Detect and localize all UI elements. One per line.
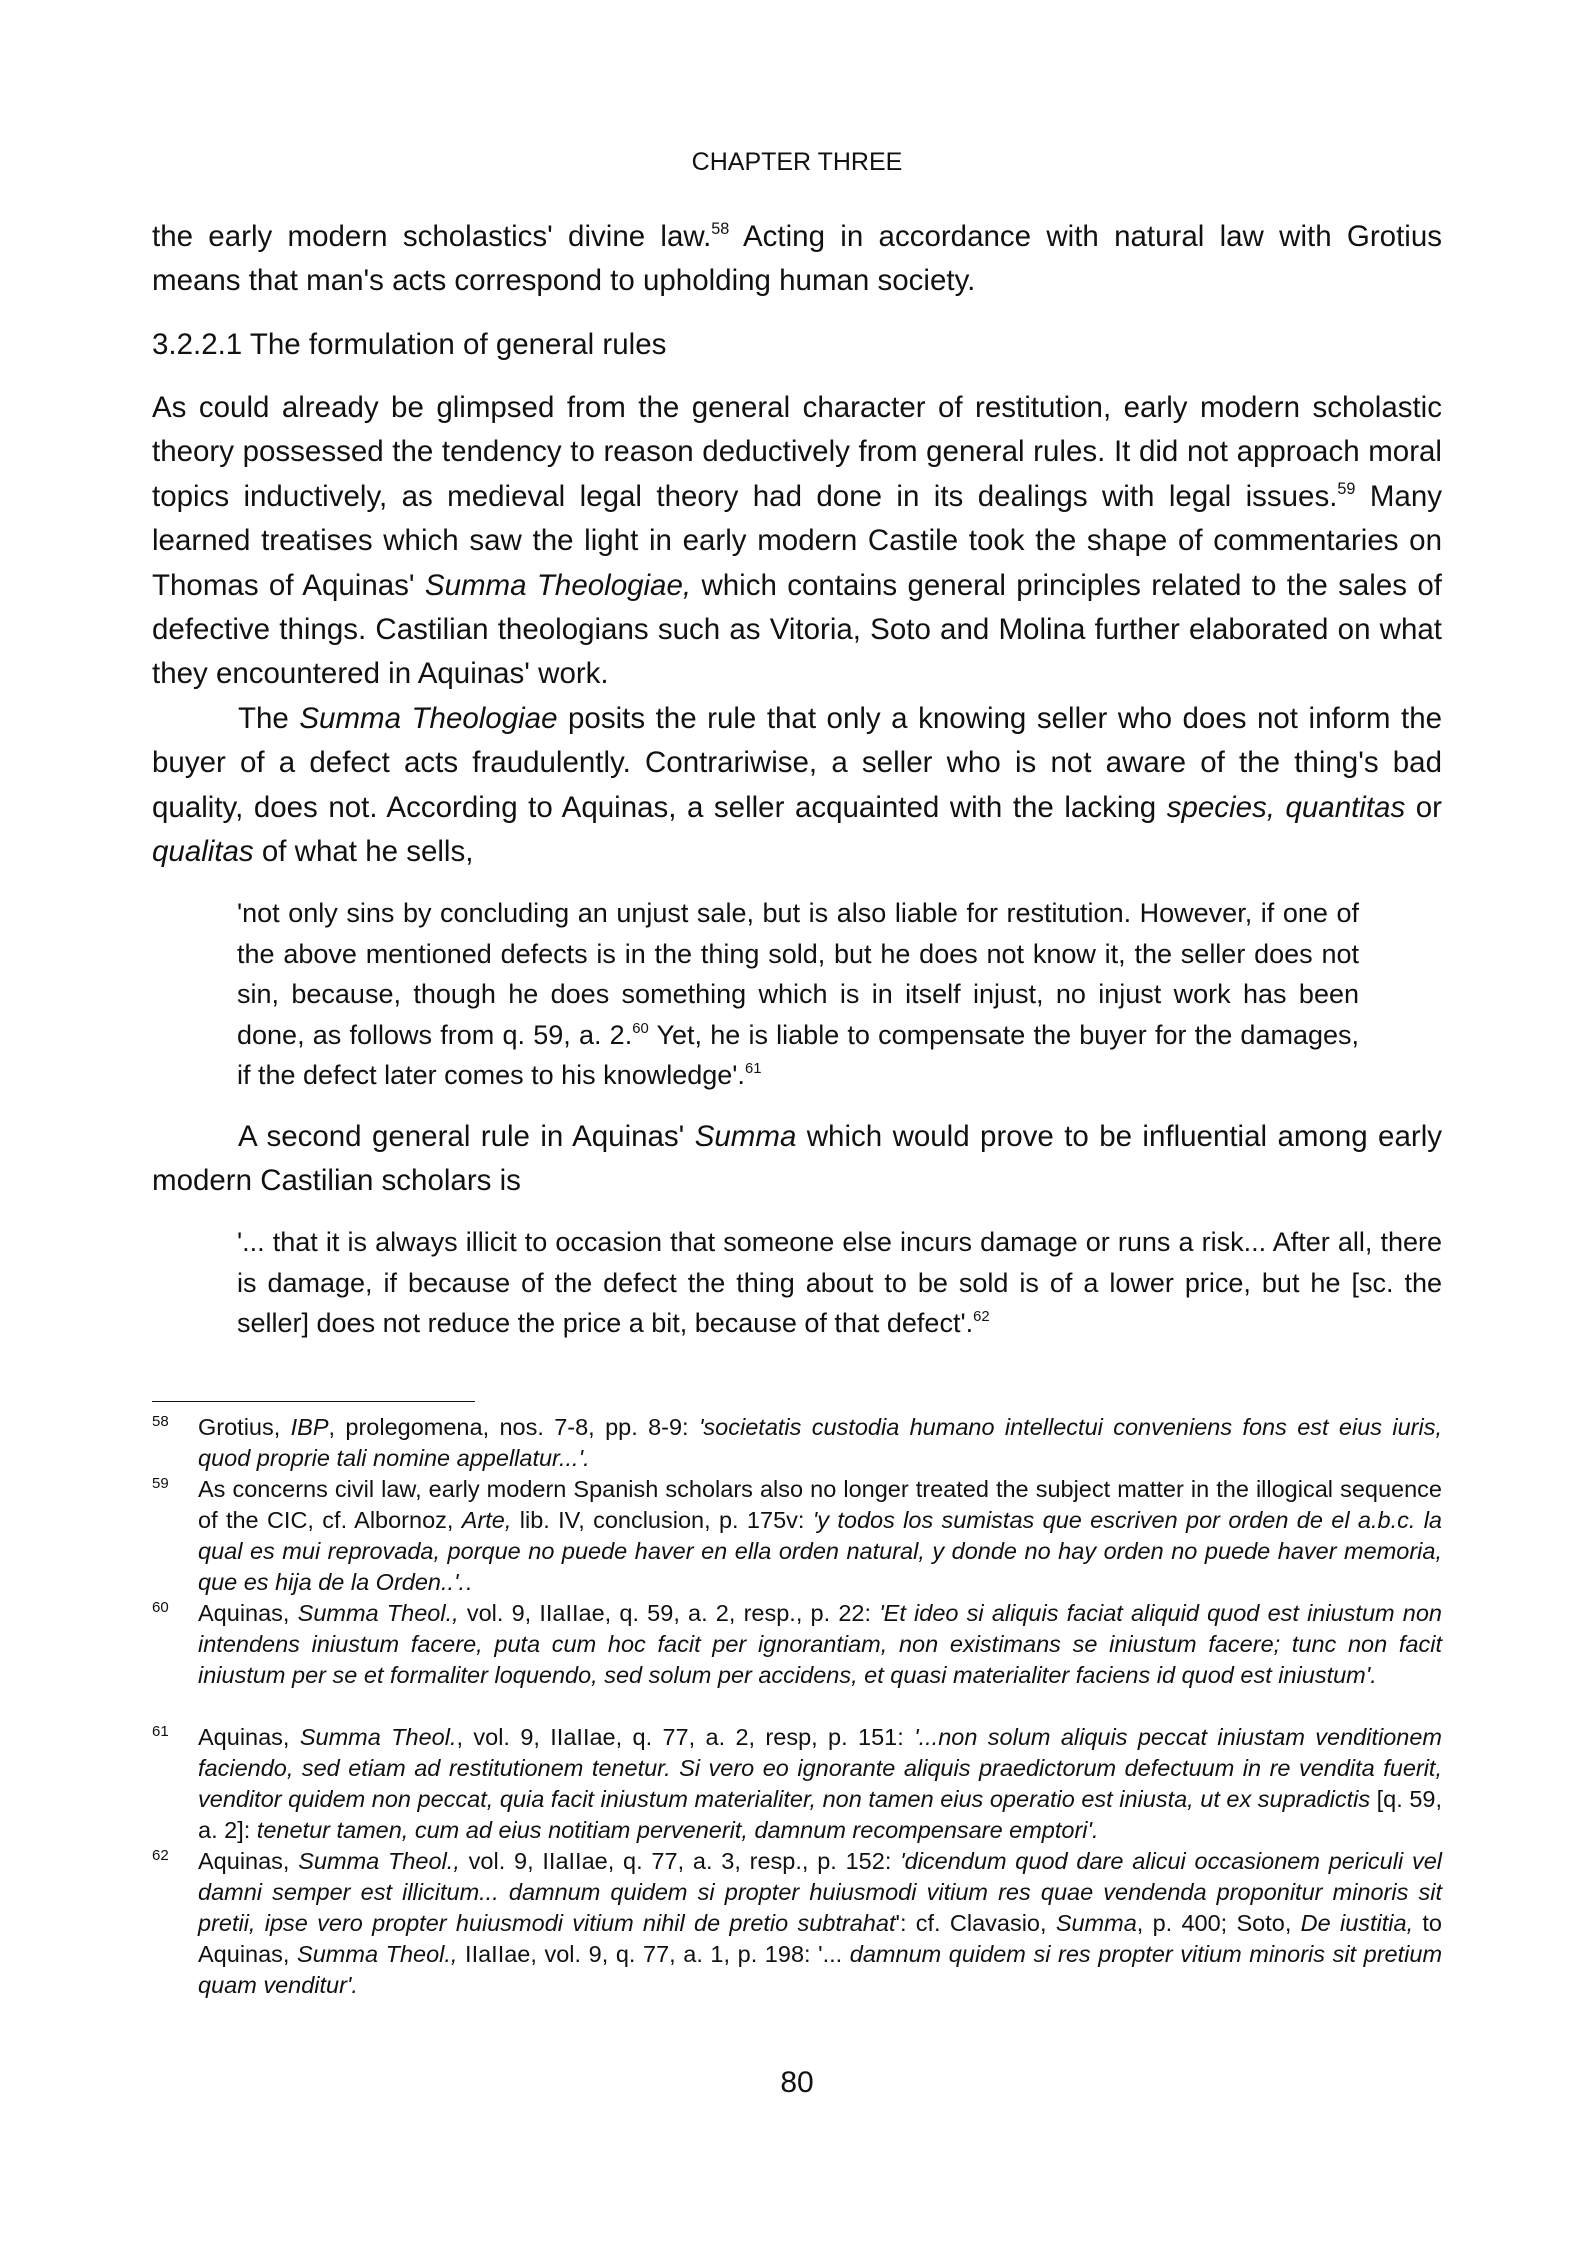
footnote-text	[198, 1412, 1442, 1474]
text-run: Acting in accordance with natural law with Grotius means that man's acts correspond to upholding human society.	[152, 220, 1442, 298]
text-run: qualitas	[152, 835, 254, 869]
text-run: lib. IV, conclusion, p. 175v:	[511, 1507, 813, 1533]
text-run: Summa	[1055, 1910, 1137, 1936]
text-run: vol. 9, IIaIIae, q. 77, a. 3, resp., p. 152:	[459, 1848, 901, 1874]
text-run: Grotius,	[198, 1414, 291, 1440]
text-run: As concerns civil law, early modern Spanish scholars also no longer treated the subject matter in the illogical sequence of the CIC, cf. Albornoz,	[198, 1476, 1442, 1533]
text-run: Summa Theol.,	[297, 1941, 458, 1967]
text-run: 3.2.2.1 The formulation of general rules	[152, 328, 667, 361]
text-run: 'y todos los sumistas que escriven por orden de el a.b.c. la qual es mui reprovada, porque no puede haver en ella orden natural, y donde no hay orden no puede haver memoria, que es hija de la Orden..'.	[198, 1507, 1443, 1595]
text-run: '...non solum aliquis peccat iniustam venditionem faciendo, sed etiam ad restitutionem tenetur. Si vero eo ignorante aliquis praedictorum defectuum in re vendita fuerit, venditor quidem non peccat, quia facit iniustum materialiter, non tamen eius operatio est iniusta, ut ex supradictis	[198, 1724, 1443, 1812]
text-run: Summa Theologiae,	[424, 568, 692, 602]
text-run: As could already be glimpsed from the general character of restitution, early modern scholastic theory possessed the tendency to reason deductively from general rules. It did not approach moral topics inductively, as medieval legal theory had done in its dealings with legal issues.	[152, 391, 1442, 513]
text-run: or	[1405, 790, 1442, 824]
text-run: A second general rule in Aquinas'	[238, 1120, 695, 1153]
paragraph	[152, 386, 1442, 697]
text-run: Summa Theol.	[299, 1724, 457, 1750]
footnote-number: 62	[152, 1847, 169, 1864]
footnote-number: 60	[152, 1599, 169, 1616]
text-run: Aquinas,	[198, 1724, 300, 1750]
paragraph	[152, 697, 1442, 875]
text-run: De iustitia,	[1300, 1910, 1414, 1936]
text-run: '... that it is always illicit to occasion that someone else incurs damage or runs a risk... After all, there is damage, if because of the defect the thing about to be sold is of a lower price, but he [sc. the seller] does not reduce the price a bit, because of that defect'.	[237, 1227, 1442, 1339]
text-run: Summa	[694, 1120, 797, 1153]
text-run: tenetur tamen, cum ad eius notitiam pervenerit, damnum recompensare emptori'.	[256, 1817, 1099, 1843]
text-run: Yet, he is liable to compensate the buyer for the damages, if the defect later comes to his knowledge'.	[237, 1019, 1359, 1091]
block-quote	[237, 893, 1359, 1096]
section-heading	[152, 323, 1442, 367]
text-run: 'Et ideo si aliquis faciat aliquid quod est iniustum non intendens iniustum facere, puta cum hoc facit per ignorantiam, non existimans se iniustum facere; tunc non facit iniustum per se et formaliter loquendo, sed solum per accidens, et quasi materialiter faciens id quod est iniustum'.	[198, 1600, 1442, 1688]
text-run: Summa Theol.,	[297, 1600, 459, 1626]
text-run: Many learned treatises which saw the light in early modern Castile took the shape of commentaries on Thomas of Aquinas'	[152, 479, 1442, 602]
text-run: which contains general principles related to the sales of defective things. Castilian theologians such as Vitoria, Soto and Molina further elaborated on what they encountered in Aquinas' work.	[152, 568, 1442, 691]
footnote-number: 59	[152, 1475, 169, 1492]
paragraph	[152, 1115, 1442, 1204]
paragraph	[152, 215, 1442, 304]
footnote-text	[198, 1722, 1442, 1846]
text-run: , vol. 9, IIaIIae, q. 77, a. 2, resp, p. 151:	[456, 1724, 915, 1750]
footnote-text	[198, 1598, 1442, 1691]
footnote-ref[interactable]: 58	[711, 219, 730, 238]
footnote-ref[interactable]: 60	[632, 1020, 649, 1037]
text-run: to Aquinas,	[198, 1910, 1443, 1967]
text-run: Aquinas,	[198, 1600, 298, 1626]
text-run: Aquinas,	[198, 1848, 299, 1874]
text-run: 'societatis custodia humano intellectui conveniens fons est eius iuris, quod proprie tali nomine appellatur...'.	[198, 1414, 1442, 1471]
footnote	[152, 1412, 1442, 1474]
footnote-text	[198, 1474, 1442, 1598]
text-run: ': cf. Clavasio,	[895, 1910, 1056, 1936]
text-run: 'dicendum quod dare alicui occasionem periculi vel damni semper est illicitum... damnum quidem si propter huiusmodi vitium res quae vendenda proponitur minoris sit pretii, ipse vero propter huiusmodi vitium nihil de pretio subtrahat	[198, 1848, 1443, 1936]
footnote-number: 61	[152, 1723, 169, 1740]
text-run: damnum quidem si res propter vitium minoris sit pretium quam venditur'.	[198, 1941, 1443, 1998]
text-run: IIaIIae, vol. 9, q. 77, a. 1, p. 198: '...	[457, 1941, 850, 1967]
footnote-ref[interactable]: 59	[1337, 479, 1356, 498]
text-run: , prolegomena, nos. 7-8, pp. 8-9:	[328, 1414, 699, 1440]
text-run: which would prove to be influential among early modern Castilian scholars is	[152, 1120, 1442, 1198]
text-run: species, quantitas	[1166, 790, 1406, 824]
text-run: 'not only sins by concluding an unjust sale, but is also liable for restitution. However, if one of the above mentioned defects is in the thing sold, but he does not know it, the seller does not sin, because, though he does something which is in itself injust, no injust work has been done, as follows from q. 59, a. 2.	[237, 898, 1359, 1050]
page-number: 80	[780, 2066, 814, 2099]
text-run: Arte,	[461, 1507, 512, 1533]
footnote-separator	[152, 1401, 475, 1402]
footnote-ref[interactable]: 62	[973, 1309, 990, 1326]
text-run: Summa Theol.,	[298, 1848, 460, 1874]
text-run: IBP	[290, 1414, 329, 1440]
text-run: , p. 400; Soto,	[1136, 1910, 1301, 1936]
text-run: posits the rule that only a knowing seller who does not inform the buyer of a defect acts fraudulently. Contrariwise, a seller who is not aware of the thing's bad quality, does not. According to Aquinas, a seller acquainted with the lacking	[152, 702, 1443, 824]
text-run: vol. 9, IIaIIae, q. 59, a. 2, resp., p. 22:	[458, 1600, 880, 1626]
text-run: .	[465, 1569, 472, 1595]
footnote-number: 58	[152, 1413, 169, 1430]
footnote	[152, 1846, 1442, 2001]
text-run: [q. 59, a. 2]:	[198, 1786, 1442, 1843]
footnote	[152, 1474, 1442, 1598]
footnote	[152, 1722, 1442, 1846]
running-header: CHAPTER THREE	[691, 148, 903, 176]
text-run: the early modern scholastics' divine law.	[152, 220, 712, 253]
footnote-ref[interactable]: 61	[744, 1061, 762, 1078]
block-quote	[237, 1222, 1442, 1344]
footnote	[152, 1598, 1442, 1691]
text-run: The	[238, 702, 300, 735]
footnote-text	[198, 1846, 1442, 2001]
text-run: of what he sells,	[253, 835, 474, 869]
text-run: Summa Theologiae	[299, 702, 558, 735]
